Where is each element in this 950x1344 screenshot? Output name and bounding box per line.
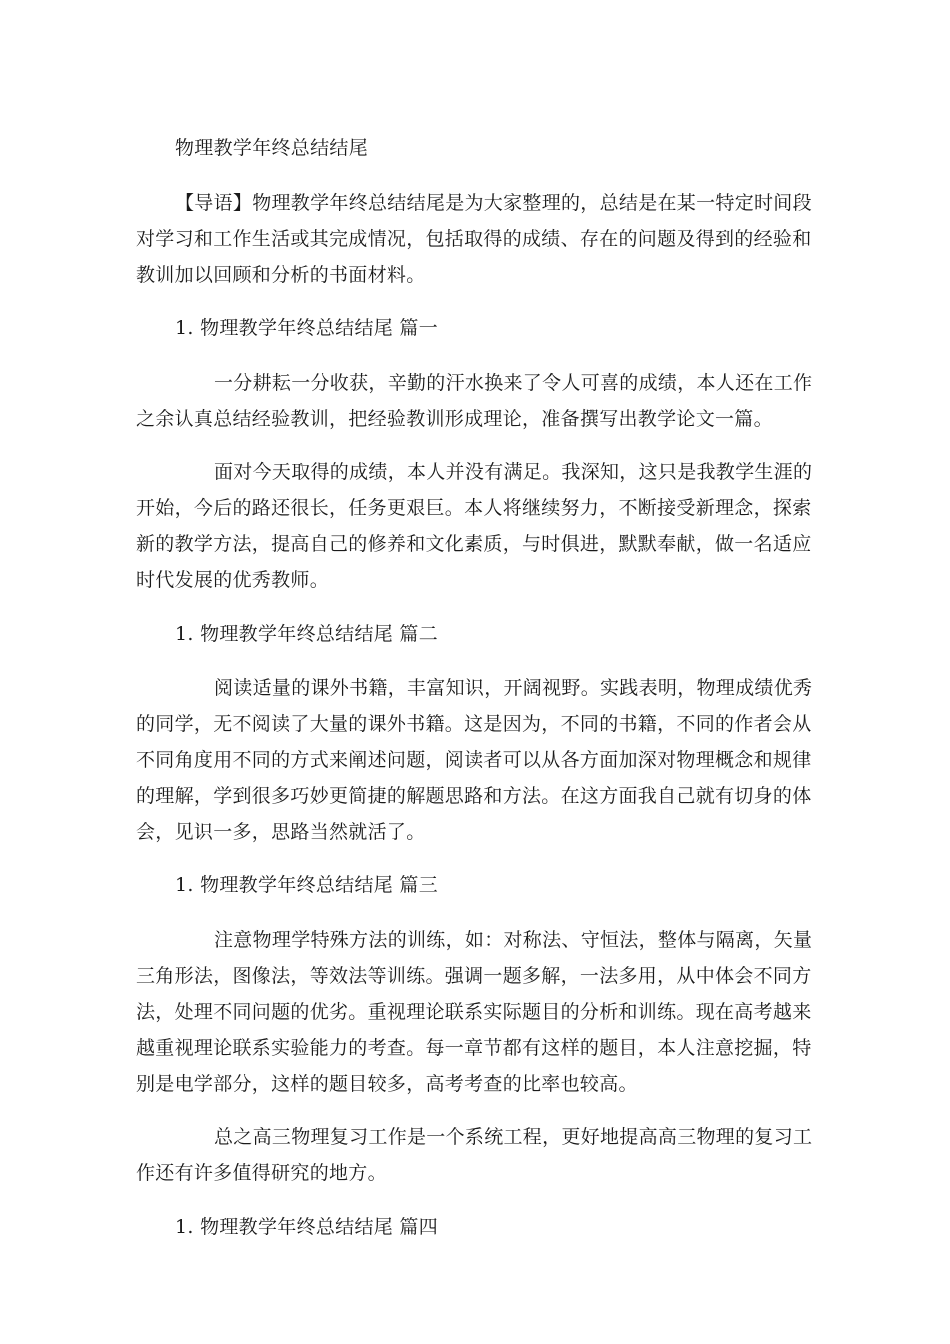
section-heading-2: 1. 物理教学年终总结结尾 篇二 bbox=[175, 623, 439, 645]
paragraph-line: 一分耕耘一分收获，辛勤的汗水换来了令人可喜的成绩，本人还在工作 bbox=[214, 372, 813, 394]
paragraph-line: 会，见识一多，思路当然就活了。 bbox=[136, 821, 426, 843]
section-heading-1: 1. 物理教学年终总结结尾 篇一 bbox=[175, 317, 439, 339]
section-heading-4: 1. 物理教学年终总结结尾 篇四 bbox=[175, 1216, 439, 1238]
paragraph-line: 三角形法，图像法，等效法等训练。强调一题多解，一法多用，从中体会不同方 bbox=[136, 965, 812, 987]
paragraph-line: 不同角度用不同的方式来阐述问题，阅读者可以从各方面加深对物理概念和规律 bbox=[136, 749, 812, 771]
paragraph-line: 总之高三物理复习工作是一个系统工程，更好地提高高三物理的复习工 bbox=[214, 1126, 813, 1148]
paragraph-line: 新的教学方法，提高自己的修养和文化素质，与时俱进，默默奉献，做一名适应 bbox=[136, 533, 812, 555]
intro-line: 【导语】物理教学年终总结结尾是为大家整理的，总结是在某一特定时间段 bbox=[175, 192, 812, 214]
paragraph-line: 的同学，无不阅读了大量的课外书籍。这是因为，不同的书籍，不同的作者会从 bbox=[136, 713, 812, 735]
intro-line: 教训加以回顾和分析的书面材料。 bbox=[136, 264, 426, 286]
paragraph-line: 法，处理不同问题的优劣。重视理论联系实际题目的分析和训练。现在高考越来 bbox=[136, 1001, 812, 1023]
document-title: 物理教学年终总结结尾 bbox=[175, 137, 369, 159]
paragraph-line: 阅读适量的课外书籍，丰富知识，开阔视野。实践表明，物理成绩优秀 bbox=[214, 677, 813, 699]
paragraph-line: 时代发展的优秀教师。 bbox=[136, 569, 330, 591]
intro-line: 对学习和工作生活或其完成情况，包括取得的成绩、存在的问题及得到的经验和 bbox=[136, 228, 812, 250]
section-heading-3: 1. 物理教学年终总结结尾 篇三 bbox=[175, 874, 439, 896]
paragraph-line: 开始，今后的路还很长，任务更艰巨。本人将继续努力，不断接受新理念，探索 bbox=[136, 497, 812, 519]
paragraph-line: 的理解，学到很多巧妙更简捷的解题思路和方法。在这方面我自己就有切身的体 bbox=[136, 785, 812, 807]
paragraph-line: 作还有许多值得研究的地方。 bbox=[136, 1162, 387, 1184]
paragraph-line: 注意物理学特殊方法的训练，如：对称法、守恒法，整体与隔离，矢量 bbox=[214, 929, 813, 951]
paragraph-line: 别是电学部分，这样的题目较多，高考考查的比率也较高。 bbox=[136, 1073, 638, 1095]
paragraph-line: 越重视理论联系实验能力的考查。每一章节都有这样的题目，本人注意挖掘，特 bbox=[136, 1037, 812, 1059]
paragraph-line: 之余认真总结经验教训，把经验教训形成理论，准备撰写出教学论文一篇。 bbox=[136, 408, 773, 430]
paragraph-line: 面对今天取得的成绩，本人并没有满足。我深知，这只是我教学生涯的 bbox=[214, 461, 813, 483]
